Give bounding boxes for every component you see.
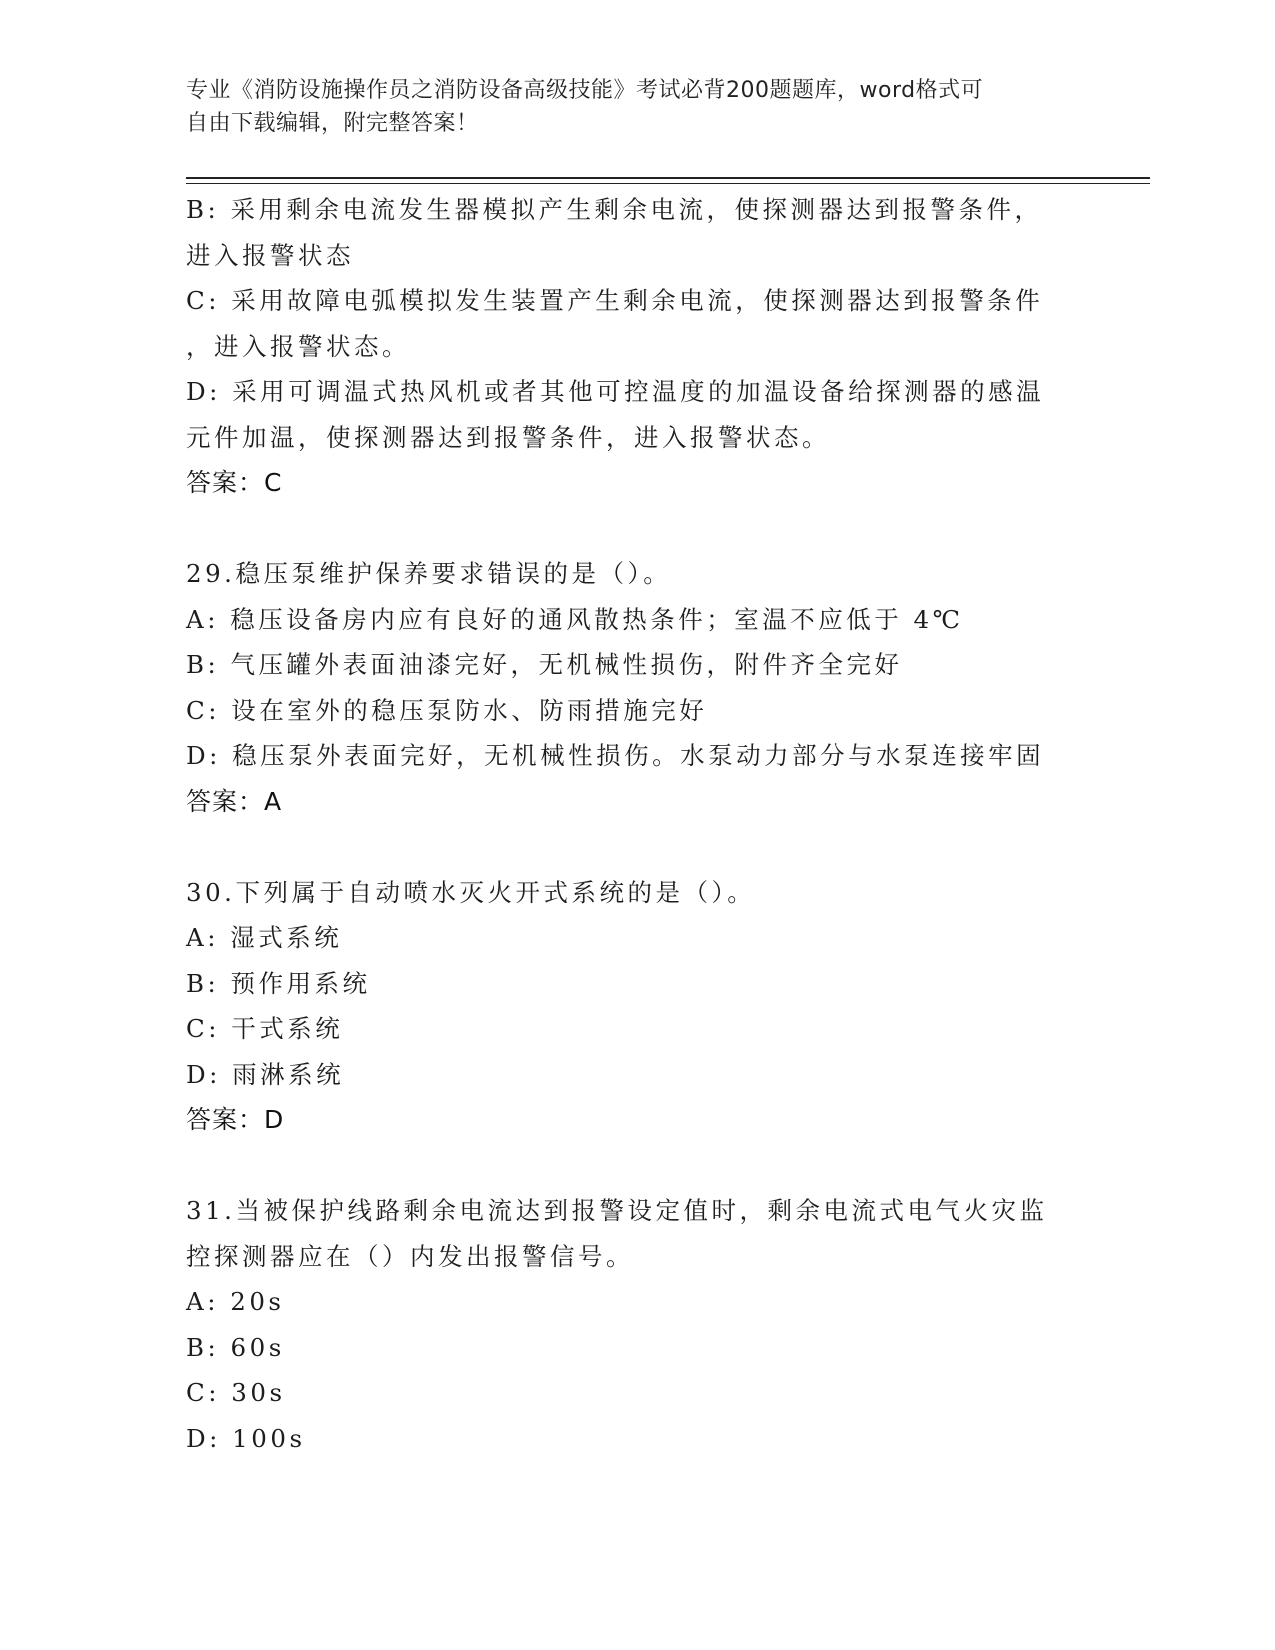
- question-31-block: [186, 1188, 1086, 1461]
- question-29-block: [186, 551, 1086, 824]
- q28-option-b-line-2: 进入报警状态: [186, 240, 354, 270]
- spacer: [186, 1143, 1086, 1189]
- q28-option-d-line-1: D: 采用可调温式热风机或者其他可控温度的加温设备给探测器的感温: [186, 377, 1045, 406]
- spacer: [186, 506, 1086, 552]
- document-header: [186, 74, 1066, 140]
- header-line-2: 自由下载编辑，附完整答案！: [186, 111, 479, 136]
- q29-option-c: C: 设在室外的稳压泵防水、防雨措施完好: [186, 695, 708, 725]
- header-rule-thick: [186, 177, 1150, 179]
- q28-option-d-line-2: 元件加温，使探测器达到报警条件，进入报警状态。: [186, 422, 830, 452]
- question-content: [186, 187, 1086, 1461]
- q28-option-c-line-1: C: 采用故障电弧模拟发生装置产生剩余电流，使探测器达到报警条件: [186, 286, 1044, 315]
- q29-answer: 答案：A: [186, 786, 283, 816]
- q30-option-a: A: 湿式系统: [186, 923, 343, 952]
- q30-option-d: D: 雨淋系统: [186, 1059, 345, 1089]
- question-28-block: [186, 187, 1086, 506]
- spacer: [186, 824, 1086, 870]
- header-rule-thin: [186, 183, 1150, 184]
- q31-option-d: D: 100s: [186, 1423, 306, 1453]
- q29-option-b: B: 气压罐外表面油漆完好，无机械性损伤，附件齐全完好: [186, 650, 903, 679]
- q28-option-c-line-2: ，进入报警状态。: [186, 331, 410, 361]
- q30-question: 30.下列属于自动喷水灭火开式系统的是（）。: [186, 877, 756, 907]
- q28-option-b-line-1: B: 采用剩余电流发生器模拟产生剩余电流，使探测器达到报警条件，: [186, 195, 1043, 224]
- q31-option-c: C: 30s: [186, 1378, 286, 1407]
- q30-answer: 答案：D: [186, 1105, 285, 1134]
- q31-option-b: B: 60s: [186, 1332, 285, 1362]
- q29-question: 29.稳压泵维护保养要求错误的是（）。: [186, 559, 672, 588]
- q31-question-line-2: 控探测器应在（）内发出报警信号。: [186, 1241, 634, 1271]
- q29-option-d: D: 稳压泵外表面完好，无机械性损伤。水泵动力部分与水泵连接牢固: [186, 741, 1045, 770]
- q31-option-a: A: 20s: [186, 1287, 285, 1316]
- q30-option-b: B: 预作用系统: [186, 968, 371, 998]
- q29-option-a: A: 稳压设备房内应有良好的通风散热条件；室温不应低于 4℃: [186, 604, 964, 634]
- header-line-1: 专业《消防设施操作员之消防设备高级技能》考试必背200题题库，word格式可: [186, 78, 984, 103]
- q30-option-c: C: 干式系统: [186, 1014, 344, 1043]
- q28-answer: 答案：C: [186, 468, 283, 497]
- question-30-block: [186, 870, 1086, 1143]
- q31-question-line-1: 31.当被保护线路剩余电流达到报警设定值时，剩余电流式电气火灾监: [186, 1196, 1048, 1225]
